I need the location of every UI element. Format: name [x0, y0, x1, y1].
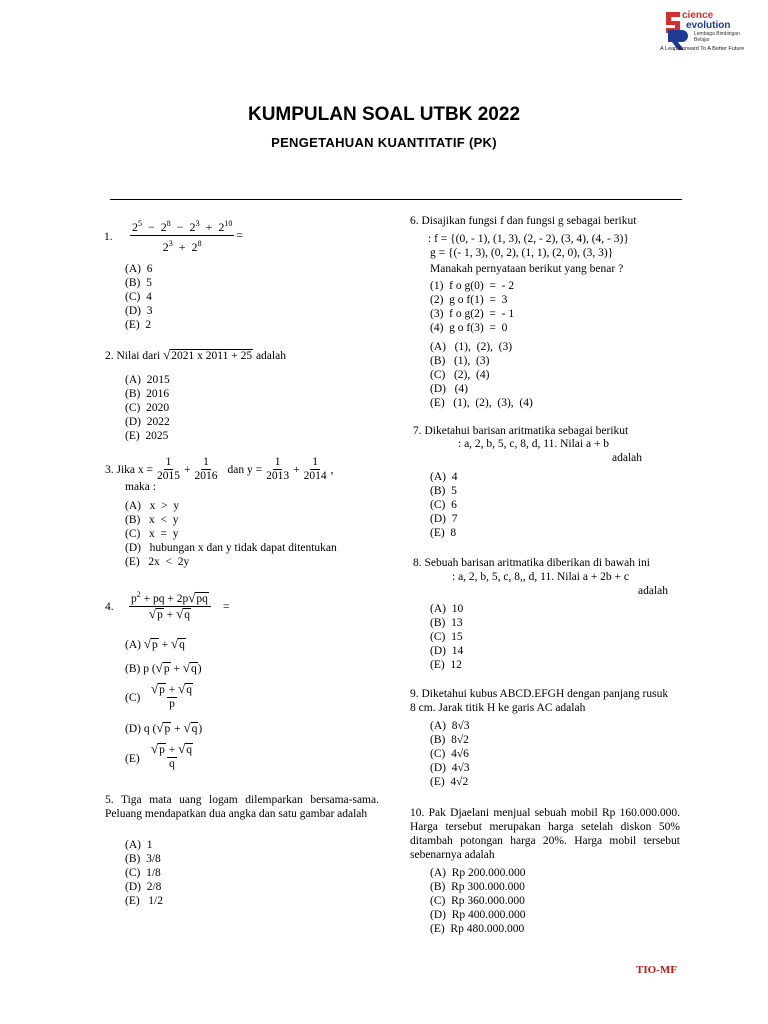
option-b[interactable]: (B) x < y: [125, 514, 179, 526]
q7-sequence: : a, 2, b, 5, c, 8, d, 11. Nilai a + b: [458, 438, 610, 450]
science-revolution-logo: [660, 8, 760, 56]
option-e[interactable]: (E) 8: [430, 527, 457, 539]
option-d[interactable]: (D) 4√3: [430, 762, 470, 774]
option-e[interactable]: (E) 1/2: [125, 895, 164, 907]
option-d[interactable]: (D) (4): [430, 383, 468, 395]
question-2: 2. Nilai dari √2021 x 2011 + 25 adalah: [105, 347, 286, 362]
q6-function-f: : f = {(0, - 1), (1, 3), (2, - 2), (3, 4), (4, - 3)}: [428, 233, 629, 245]
option-a[interactable]: (A) 1: [125, 839, 153, 851]
option-d[interactable]: (D) 2/8: [125, 881, 162, 893]
statement-2: (2) g o f(1) = 3: [430, 294, 508, 306]
q6-options: [430, 340, 533, 410]
option-e[interactable]: (E) (1), (2), (3), (4): [430, 397, 533, 409]
q3-options: [125, 499, 337, 569]
q9-options: [430, 719, 470, 789]
option-c[interactable]: (C) 6: [430, 499, 457, 511]
option-b[interactable]: (B) 13: [430, 617, 463, 629]
q8-sequence: : a, 2, b, 5, c, 8,, d, 11. Nilai a + 2b + c: [452, 571, 630, 583]
q6-question: Manakah pernyataan berikut yang benar ?: [430, 263, 624, 275]
q1-fraction: $\frac{2^5 - 2^8 - 2^3 + 2^{10}}{2^3 + 2^8}$: [130, 216, 234, 255]
option-b[interactable]: (B) 5: [430, 485, 457, 497]
option-d[interactable]: (D) 2022: [125, 416, 170, 428]
q7-options: [430, 470, 457, 540]
q2-suffix: adalah: [255, 350, 286, 362]
option-a[interactable]: (A) (1), (2), (3): [430, 341, 513, 353]
q2-prefix: 2. Nilai dari: [105, 350, 161, 362]
option-a[interactable]: (A) 10: [430, 603, 464, 615]
statement-4: (4) g o f(3) = 0: [430, 322, 508, 334]
q7-adalah: adalah: [612, 452, 643, 464]
option-a[interactable]: (A) 4: [430, 471, 458, 483]
logo-line2: evolution: [686, 20, 731, 31]
option-c[interactable]: (C) 15: [430, 631, 463, 643]
q2-radicand: 2021 x 2011 + 25: [171, 350, 253, 362]
question-7: 7. Diketahui barisan aritmatika sebagai berikut: [413, 425, 629, 437]
option-b[interactable]: (B) 2016: [125, 388, 170, 400]
q1-options: [125, 262, 152, 332]
option-c[interactable]: (C) 4: [125, 291, 152, 303]
option-a[interactable]: (A) 6: [125, 263, 153, 275]
q5-options: [125, 838, 163, 908]
q3-dan: dan y =: [227, 463, 263, 476]
question-6: 6. Disajikan fungsi f dan fungsi g sebagai berikut: [410, 215, 637, 227]
footer-code: TIO-MF: [636, 964, 677, 976]
option-d[interactable]: (D) 3: [125, 305, 153, 317]
question-number: 1.: [104, 231, 113, 243]
q8-adalah: adalah: [638, 585, 669, 597]
option-a[interactable]: (A) 2015: [125, 374, 170, 386]
q6-statements: [430, 279, 514, 335]
option-b[interactable]: (B) 3/8: [125, 853, 161, 865]
statement-3: (3) f o g(2) = - 1: [430, 308, 515, 320]
option-b[interactable]: (B) 8√2: [430, 734, 469, 746]
question-3: 3. Jika x = $\frac{1}{2015}$ + $\frac{1}{2016}$ dan y = $\frac{1}{2013}$ + $\frac{1}{2014}$ ,: [105, 456, 334, 482]
equals-sign: =: [236, 229, 243, 242]
logo-line1: cience: [682, 10, 714, 21]
option-b[interactable]: (B) (1), (3): [430, 355, 490, 367]
question-9: 9. Diketahui kubus ABCD.EFGH dengan panjang rusuk 8 cm. Jarak titik H ke garis AC adalah: [410, 688, 669, 714]
statement-1: (1) f o g(0) = - 2: [430, 280, 515, 292]
q3-prefix: 3. Jika x =: [105, 463, 154, 476]
option-d[interactable]: (D) 7: [430, 513, 458, 525]
page-title: KUMPULAN SOAL UTBK 2022: [247, 104, 521, 125]
question-5: 5. Tiga mata uang logam dilemparkan bersama-sama. Peluang mendapatkan dua angka dan satu gambar adalah: [105, 794, 379, 820]
option-c[interactable]: (C) Rp 360.000.000: [430, 895, 525, 907]
page-subtitle: PENGETAHUAN KUANTITATIF (PK): [271, 135, 497, 150]
header-divider: [110, 199, 682, 200]
q4-option-a[interactable]: (A) √p + √q: [125, 636, 185, 651]
logo-sub1: Lembaga Bimbingan: [694, 31, 740, 37]
q4-option-d[interactable]: (D) q (√p + √q): [125, 720, 203, 735]
option-d[interactable]: (D) 14: [430, 645, 464, 657]
option-c[interactable]: (C) 4√6: [430, 748, 469, 760]
q10-options: [430, 866, 526, 936]
option-e[interactable]: (E) 2025: [125, 430, 169, 442]
logo-sub2: Belajar: [694, 37, 710, 43]
option-c[interactable]: (C) x = y: [125, 528, 179, 540]
option-e[interactable]: (E) 2: [125, 319, 152, 331]
option-d[interactable]: (D) hubungan x dan y tidak dapat ditentukan: [125, 542, 337, 554]
question-8: 8. Sebuah barisan aritmatika diberikan di bawah ini: [413, 557, 650, 569]
option-a[interactable]: (A) x > y: [125, 500, 180, 512]
q4-option-b[interactable]: (B) p (√p + √q): [125, 660, 202, 675]
option-b[interactable]: (B) 5: [125, 277, 152, 289]
q8-options: [430, 602, 463, 672]
question-10: 10. Pak Djaelani menjual sebuah mobil Rp 160.000.000. Harga tersebut merupakan harga setelah diskon 50% ditambah potongan harga 20%. Harga mobil tersebut sebenarnya adalah: [410, 807, 680, 861]
option-a[interactable]: (A) Rp 200.000.000: [430, 867, 526, 879]
option-c[interactable]: (C) 1/8: [125, 867, 161, 879]
q3-maka: maka :: [125, 481, 156, 493]
option-e[interactable]: (E) 12: [430, 659, 462, 671]
option-d[interactable]: (D) Rp 400.000.000: [430, 909, 526, 921]
option-a[interactable]: (A) 8√3: [430, 720, 470, 732]
option-c[interactable]: (C) 2020: [125, 402, 170, 414]
option-e[interactable]: (E) Rp 480.000.000: [430, 923, 525, 935]
logo-tagline: A Leap Forward To A Better Future: [660, 46, 745, 52]
q2-options: [125, 373, 170, 443]
option-b[interactable]: (B) Rp 300.000.000: [430, 881, 525, 893]
option-e[interactable]: (E) 4√2: [430, 776, 469, 788]
q4-fraction: $\frac{p^2 + pq + 2p√pq}{√p + √q}$: [129, 588, 211, 622]
q6-function-g: g = {(- 1, 3), (0, 2), (1, 1), (2, 0), (3, 3)}: [430, 247, 614, 259]
option-c[interactable]: (C) (2), (4): [430, 369, 490, 381]
option-e[interactable]: (E) 2x < 2y: [125, 556, 190, 568]
